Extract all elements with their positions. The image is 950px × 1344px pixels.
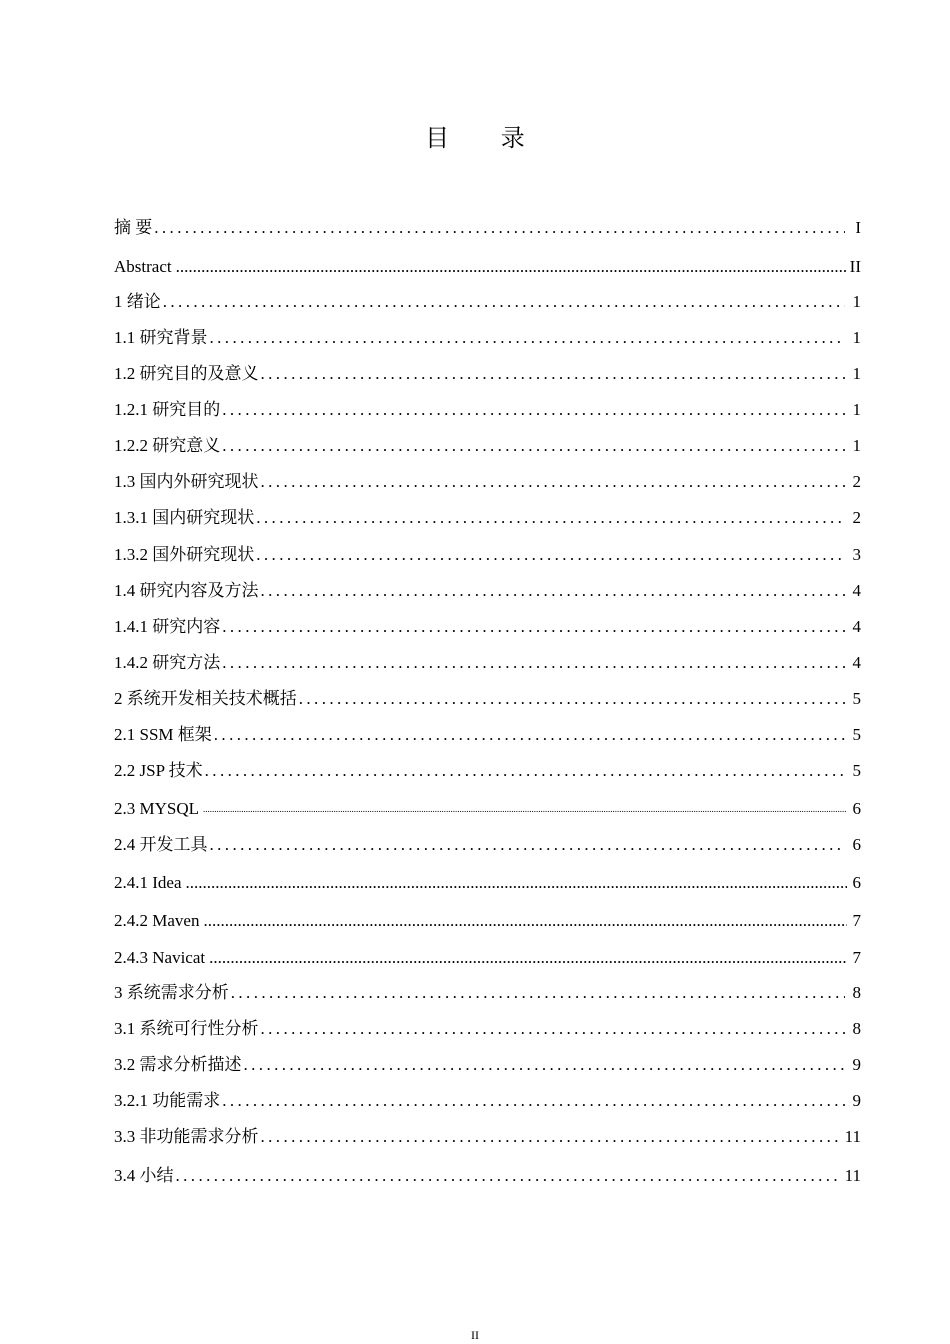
toc-entry[interactable] [114,1051,861,1075]
toc-entry[interactable] [114,685,861,709]
toc-entry-page: 5 [852,761,861,780]
toc-entry-label: 1.2.2 研究意义 [114,436,221,455]
toc-entry-label: 3.3 非功能需求分析 [114,1127,259,1146]
toc-entry-label: 2.1 SSM 框架 [114,725,212,744]
toc-dot-leader [176,257,847,277]
toc-dot-leader [222,1091,845,1111]
toc-entry-label: 1.4.1 研究内容 [114,617,221,636]
toc-entry-page: 4 [852,581,861,600]
toc-entry-abstract-en[interactable] [114,253,861,277]
toc-entry-page: 11 [844,1166,861,1185]
toc-entry-page: 8 [852,1019,861,1038]
toc-dot-leader [231,983,845,1003]
toc-dot-leader [209,948,847,968]
toc-entry[interactable] [114,907,861,931]
toc-entry-page: 1 [852,292,861,311]
toc-dot-leader [222,436,845,456]
toc-entry-label: 1.3.2 国外研究现状 [114,545,255,564]
toc-entry-label: 1.3.1 国内研究现状 [114,508,255,527]
toc-dot-leader [210,328,846,348]
toc-entry-page: 6 [852,835,861,854]
toc-dot-leader [256,508,845,528]
toc-entry[interactable] [114,944,861,968]
toc-entry[interactable] [114,979,861,1003]
toc-entry[interactable] [114,1123,861,1147]
toc-entry-label: 1.2 研究目的及意义 [114,364,259,383]
toc-entry-page: II [849,257,861,276]
toc-entry-label: 1.2.1 研究目的 [114,400,221,419]
toc-entry-page: 4 [852,653,861,672]
toc-entry[interactable] [114,360,861,384]
toc-dot-leader [244,1055,846,1075]
toc-entry[interactable] [114,613,861,637]
toc-entry-page: 11 [844,1127,861,1146]
toc-dot-leader [261,472,846,492]
toc-entry-label: 3.4 小结 [114,1166,174,1185]
toc-entry-label: 2.4.1 Idea [114,873,182,892]
toc-entry-label: 3.2.1 功能需求 [114,1091,221,1110]
toc-dot-leader [205,761,845,781]
toc-dot-leader [299,689,845,709]
toc-entry[interactable] [114,795,861,819]
toc-entry-page: 9 [852,1091,861,1110]
toc-entry-page: 2 [852,472,861,491]
toc-entry-page: 6 [852,799,861,818]
toc-entry-label: 1.3 国内外研究现状 [114,472,259,491]
toc-entry-label: 2.3 MYSQL [114,799,200,818]
toc-entry-page: 8 [852,983,861,1002]
toc-entry-label: 3 系统需求分析 [114,983,229,1002]
toc-entry-label: 1.4.2 研究方法 [114,653,221,672]
toc-entry-label: 2.4.3 Navicat [114,948,206,967]
toc-entry[interactable] [114,541,861,565]
toc-entry-label: 1.4 研究内容及方法 [114,581,259,600]
toc-entry[interactable] [114,1015,861,1039]
toc-dot-leader [186,873,847,893]
toc-entry-page: 5 [852,725,861,744]
toc-entry-page: 1 [852,364,861,383]
toc-entry-label: 摘 要 [114,218,153,237]
toc-entry[interactable] [114,396,861,420]
toc-entry-page: 2 [852,508,861,527]
toc-dot-leader [163,292,845,312]
toc-entry-label: 1 绪论 [114,292,161,311]
toc-dot-leader [261,1127,841,1147]
page-title: 目 录 [425,124,547,152]
toc-entry-label: 3.2 需求分析描述 [114,1055,242,1074]
toc-entry[interactable] [114,504,861,528]
toc-entry[interactable] [114,649,861,673]
toc-entry-label: 2 系统开发相关技术概括 [114,689,297,708]
toc-dot-leader [176,1166,841,1186]
toc-dot-leader [154,218,845,238]
toc-entry-label: 2.2 JSP 技术 [114,761,203,780]
toc-dot-leader [261,581,846,601]
toc-dot-leader [222,653,845,673]
toc-dot-leader [261,364,846,384]
toc-entry-page: 5 [852,689,861,708]
toc-entry[interactable] [114,831,861,855]
toc-entry-page: 7 [852,948,861,967]
toc-entry-label: 3.1 系统可行性分析 [114,1019,259,1038]
page-number-footer: II [471,1328,479,1342]
toc-entry[interactable] [114,288,861,312]
toc-entry[interactable] [114,869,861,893]
toc-entry[interactable] [114,432,861,456]
toc-entry[interactable] [114,468,861,492]
toc-entry[interactable] [114,324,861,348]
toc-entry-label: Abstract [114,257,172,276]
toc-entry[interactable] [114,1162,861,1186]
toc-entry-page: 4 [852,617,861,636]
toc-dot-leader [210,835,846,855]
toc-entry-abstract-cn[interactable] [114,214,861,238]
toc-entry-page: 1 [852,400,861,419]
toc-entry-page: 1 [852,436,861,455]
toc-entry[interactable] [114,1087,861,1111]
toc-entry-label: 2.4.2 Maven [114,911,200,930]
toc-entry-page: 7 [852,911,861,930]
toc-dot-leader [261,1019,846,1039]
toc-entry-page: 1 [852,328,861,347]
toc-entry[interactable] [114,577,861,601]
toc-dot-leader [203,911,847,931]
toc-dot-leader [222,617,845,637]
toc-entry-label: 2.4 开发工具 [114,835,208,854]
toc-dot-leader [256,545,845,565]
toc-dot-leader [203,799,847,819]
toc-entry-label: 1.1 研究背景 [114,328,208,347]
toc-entry-page: 6 [852,873,861,892]
toc-entry[interactable] [114,721,861,745]
toc-entry-page: I [855,218,861,237]
toc-dot-leader [222,400,845,420]
toc-entry[interactable] [114,757,861,781]
toc-entry-page: 3 [852,545,861,564]
toc-entry-page: 9 [852,1055,861,1074]
toc-dot-leader [214,725,845,745]
